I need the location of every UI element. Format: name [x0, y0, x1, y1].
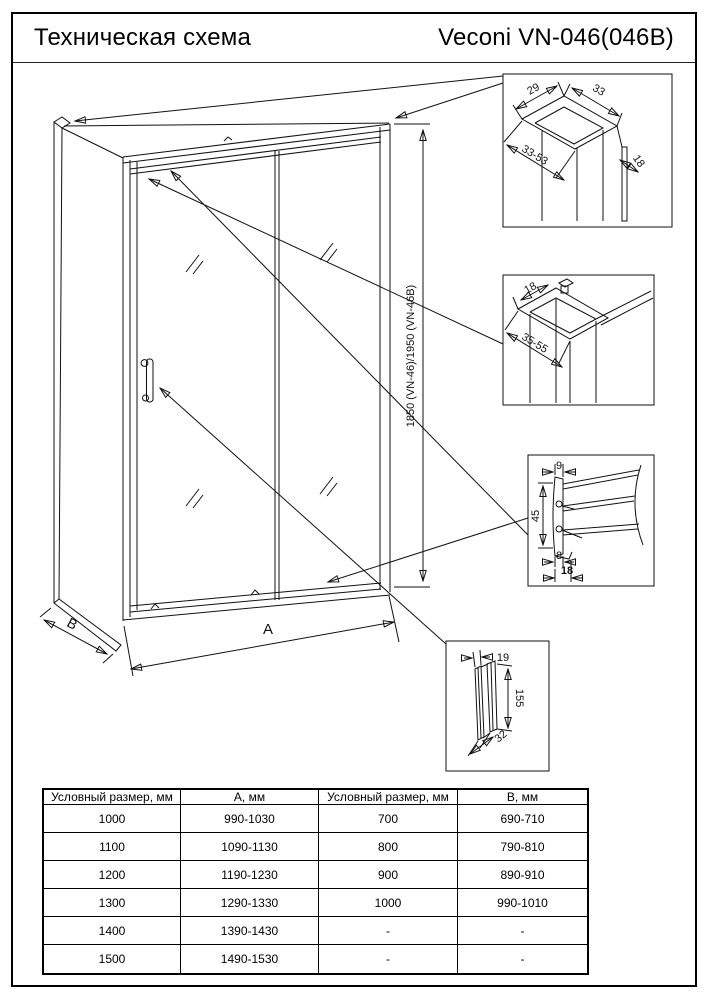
dim-155: 155	[513, 688, 525, 708]
dim-33: 33	[590, 82, 607, 99]
table-cell: 1190-1230	[181, 861, 319, 889]
dim-32: 32	[492, 728, 510, 746]
door-handle	[141, 359, 153, 402]
dim-18-track: 18	[630, 152, 647, 170]
table-cell: -	[458, 917, 589, 945]
table-cell: 1000	[319, 889, 458, 917]
table-cell: 1300	[43, 889, 181, 917]
dim-19: 19	[496, 652, 510, 664]
table-cell: 1200	[43, 861, 181, 889]
roller-mark	[224, 137, 232, 141]
side-wall-panel	[54, 117, 123, 651]
table-cell: 990-1010	[458, 889, 589, 917]
dim-29: 29	[525, 81, 542, 98]
dim-18-hanger: 18	[522, 280, 539, 297]
detail-top-track	[503, 74, 672, 227]
table-cell: 700	[319, 805, 458, 833]
height-dimension	[394, 124, 430, 587]
table-cell: 1500	[43, 945, 181, 974]
table-cell: 790-810	[458, 833, 589, 861]
dim-18-profile: 18	[560, 565, 574, 577]
table-cell: 990-1030	[181, 805, 319, 833]
dim-9: 9	[555, 460, 563, 472]
depth-dimension-label: B	[64, 614, 81, 633]
table-row	[43, 917, 588, 945]
dim-35-55: 35-55	[519, 331, 550, 356]
table-row	[43, 805, 588, 833]
detail-handle	[446, 641, 549, 771]
table-cell: 900	[319, 861, 458, 889]
table-cell: 1090-1130	[181, 833, 319, 861]
table-row	[43, 833, 588, 861]
table-cell: 1490-1530	[181, 945, 319, 974]
table-cell: 1100	[43, 833, 181, 861]
roller-mark	[151, 604, 159, 609]
detail-wall-profile	[528, 455, 654, 586]
table-cell: -	[458, 945, 589, 974]
table-cell: 1290-1330	[181, 889, 319, 917]
page-title: Техническая схема	[34, 24, 252, 51]
dim-33-53: 33-53	[519, 143, 550, 168]
glass-reflection-marks	[186, 243, 337, 508]
dim-8: 8	[555, 550, 563, 562]
table-cell: -	[319, 917, 458, 945]
table-row	[43, 889, 588, 917]
detail-hanger	[503, 275, 654, 405]
table-cell: 690-710	[458, 805, 589, 833]
table-cell: 890-910	[458, 861, 589, 889]
width-dimension-label: A	[262, 621, 274, 638]
table-header-cell: Условный размер, мм	[43, 789, 181, 805]
table-cell: 800	[319, 833, 458, 861]
top-edge	[64, 123, 389, 126]
table-row	[43, 945, 588, 974]
height-dimension-label: 1850 (VN-46)/1950 (VN-46B)	[405, 284, 417, 428]
table-cell: 1400	[43, 917, 181, 945]
table-header-cell: А, мм	[181, 789, 319, 805]
table-cell: 1390-1430	[181, 917, 319, 945]
door-frame	[123, 124, 390, 621]
table-header-cell: Условный размер, мм	[319, 789, 458, 805]
depth-dimension	[40, 608, 113, 663]
dim-45: 45	[530, 509, 542, 523]
size-table-header-row	[43, 789, 588, 805]
table-header-cell: В, мм	[458, 789, 589, 805]
table-cell: 1000	[43, 805, 181, 833]
table-row	[43, 861, 588, 889]
table-cell: -	[319, 945, 458, 974]
size-table	[42, 788, 589, 975]
width-dimension	[124, 596, 399, 676]
model-number: Veconi VN-046(046B)	[438, 24, 674, 51]
